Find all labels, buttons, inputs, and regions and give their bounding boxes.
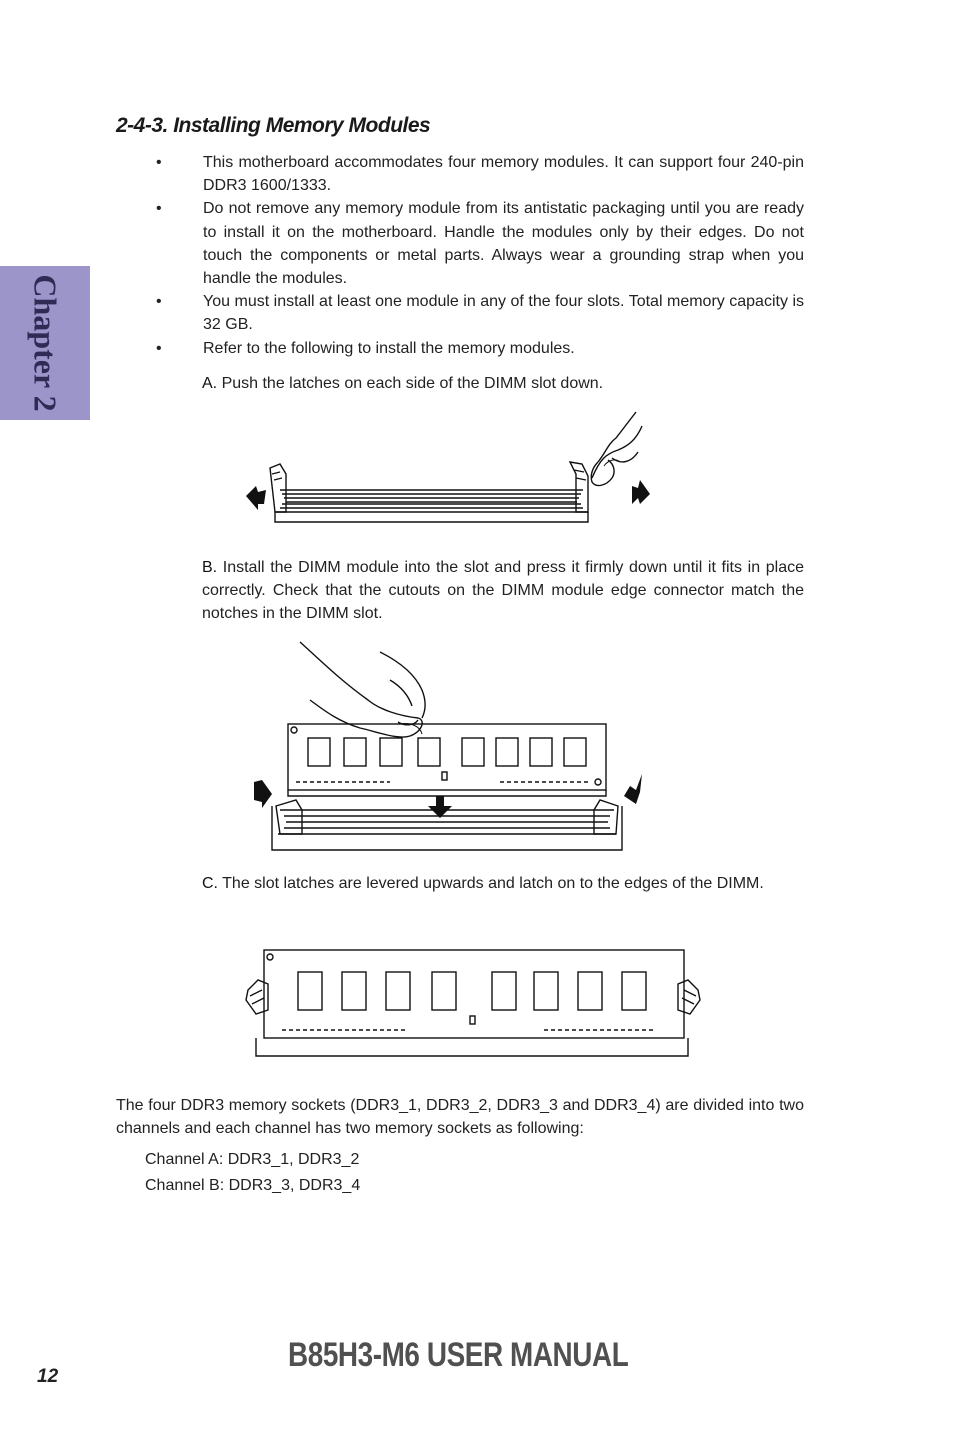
bullet-item [156,197,804,290]
footer-title: B85H3-M6 USER MANUAL [288,1336,629,1374]
bullet-text: Do not remove any memory module from its antistatic packaging until you are ready to install it on the motherboard. Handle the modules only by their edges. Do not touch the components or metal parts. Always wear a grounding strap when you handle the modules. [203,200,804,288]
arrow-left-icon [246,486,266,510]
step-b-text: Install the DIMM module into the slot and press it firmly down until it fits in place correctly. Check that the cutouts on the DIMM module edge connector match the notches in the DIMM slot. [202,559,804,623]
arrow-down-icon [428,796,452,818]
figure-insert-dimm [250,640,650,860]
bullet-item [156,337,804,360]
bullet-text: Refer to the following to install the memory modules. [203,339,575,357]
step-b-letter: B. [202,559,218,576]
bullet-item [156,290,804,336]
channels-paragraph: The four DDR3 memory sockets (DDR3_1, DDR3_2, DDR3_3 and DDR3_4) are divided into two channels and each channel has two memory sockets as following: [116,1097,804,1138]
step-c-letter: C. [202,875,218,892]
step-b [202,556,804,626]
bullet-marker: • [156,293,162,311]
bullet-list [156,151,804,360]
channel-a: Channel A: DDR3_1, DDR3_2 [145,1151,360,1168]
bullet-text: You must install at least one module in any of the four slots. Total memory capacity is 32 GB. [203,293,804,334]
bullet-item [156,151,804,197]
step-a [202,372,804,395]
bullet-text: This motherboard accommodates four memory modules. It can support four 240-pin DDR3 1600/1333. [203,154,804,195]
step-a-text: Push the latches on each side of the DIMM slot down. [217,375,604,392]
arrow-right-icon [254,780,272,808]
chapter-tab-label: Chapter 2 [27,274,64,412]
bullet-marker: • [156,154,162,171]
step-c [202,872,804,895]
step-c-text: The slot latches are levered upwards and latch on to the edges of the DIMM. [218,875,764,892]
step-a-letter: A. [202,375,218,392]
figure-slot-latches-open [240,404,660,546]
bullet-marker: • [156,200,162,218]
chapter-tab [0,266,90,420]
section-heading: 2-4-3. Installing Memory Modules [116,114,431,137]
arrow-left-icon [624,774,642,804]
figure-dimm-installed [236,944,706,1062]
page-number: 12 [37,1366,59,1387]
bullet-marker: • [156,339,162,357]
channel-b: Channel B: DDR3_3, DDR3_4 [145,1177,361,1194]
arrow-right-icon [632,480,650,504]
